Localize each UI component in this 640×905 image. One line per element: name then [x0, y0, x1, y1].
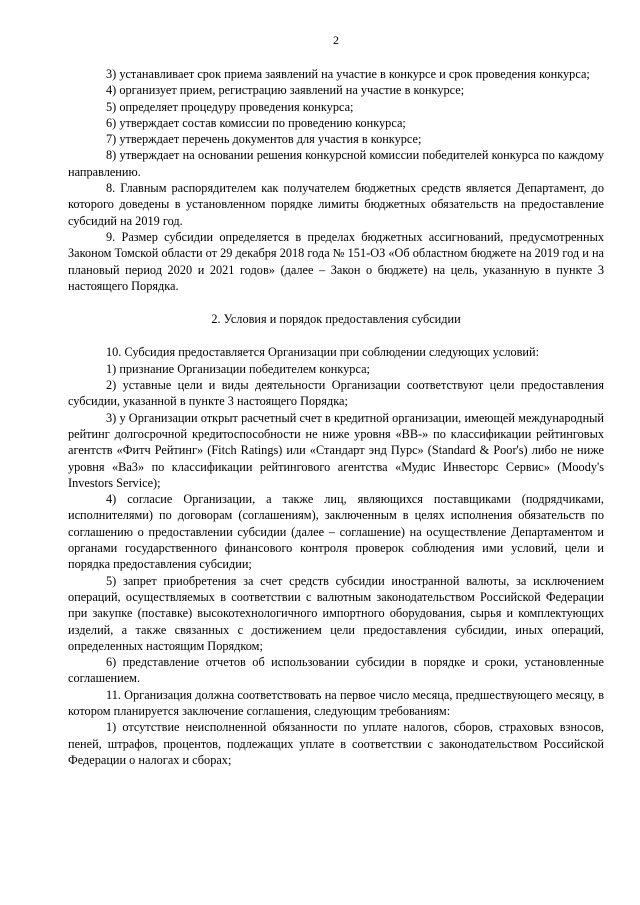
paragraph: 3) у Организации открыт расчетный счет в кредитной организации, имеющей международный рейтинг долгосрочной кредитоспособности не ниже уровня «ВВ-» по классификации рейтинговых агентств «Фитч Рейтинг» (Fitch Ratings) или «Стандарт энд Пурс» (Standard & Poor's) либо не ниже уровня «Ва3» по классификации рейтингового агентства «Мудис Инвесторс Сервис» (Moody's Investors Service); — [68, 410, 604, 490]
page-number: 2 — [333, 33, 339, 47]
paragraph: 7) утверждает перечень документов для участия в конкурсе; — [106, 132, 422, 147]
paragraphs-after-heading — [68, 344, 604, 768]
section-heading: 2. Условия и порядок предоставления субсидии — [211, 312, 461, 327]
paragraph: 4) организует прием, регистрацию заявлений на участие в конкурсе; — [106, 83, 465, 98]
paragraph: 1) отсутствие неисполненной обязанности по уплате налогов, сборов, страховых взносов, пеней, штрафов, процентов, подлежащих уплате в соответствии с законодательством Российской Федерации о налогах и сборах; — [68, 720, 604, 767]
paragraph: 10. Субсидия предоставляется Организации при соблюдении следующих условий: — [106, 345, 539, 360]
paragraph: 6) утверждает состав комиссии по проведению конкурса; — [106, 115, 406, 130]
paragraph: 5) запрет приобретения за счет средств субсидии иностранной валюты, за исключением операций, осуществляемых в соответствии с валютным законодательством Российской Федерации при закупке (поставке) высокотехнологичного импортного оборудования, сырья и комплектующих изделий, а также связанных с достижением цели предоставления субсидии, иных операций, определенных настоящим Порядком; — [68, 573, 604, 653]
paragraph: 6) представление отчетов об использовании субсидии в порядке и сроки, установленные соглашением. — [68, 655, 604, 686]
paragraph: 5) определяет процедуру проведения конкурса; — [106, 99, 354, 114]
paragraph: 3) устанавливает срок приема заявлений на участие в конкурсе и срок проведения конкурса; — [106, 67, 590, 81]
paragraph: 1) признание Организации победителем конкурса; — [106, 361, 370, 376]
paragraph: 11. Организация должна соответствовать на первое число месяца, предшествующего месяцу, в котором планируется заключение соглашения, следующим требованиям: — [68, 687, 604, 718]
paragraph: 9. Размер субсидии определяется в пределах бюджетных ассигнований, предусмотренных Законом Томской области от 29 декабря 2018 года № 151-ОЗ «Об областном бюджете на 2019 год и на плановый период 2020 и 2021 годов» (далее – Закон о бюджете) на цель, указанную в пункте 3 настоящего Порядка. — [68, 229, 604, 293]
paragraph: 8. Главным распорядителем как получателем бюджетных средств является Департамент, до которого доведены в установленном порядке лимиты бюджетных обязательств на предоставление субсидий на 2019 год. — [68, 181, 604, 228]
paragraph: 2) уставные цели и виды деятельности Организации соответствуют цели предоставления субсидии, указанной в пункте 3 настоящего Порядка; — [68, 378, 604, 409]
document-page — [68, 32, 604, 768]
paragraph: 4) согласие Организации, а также лиц, являющихся поставщиками (подрядчиками, исполнителями) по договорам (соглашениям), заключенным в целях исполнения обязательств по соглашению о предоставлении субсидии (далее – соглашение) на осуществление Департаментом и органами государственного финансового контроля проверок соблюдения ими условий, цели и порядка предоставления субсидии; — [68, 492, 604, 572]
paragraph: 8) утверждает на основании решения конкурсной комиссии победителей конкурса по каждому направлению. — [68, 148, 604, 179]
paragraphs-before-heading — [68, 66, 604, 294]
